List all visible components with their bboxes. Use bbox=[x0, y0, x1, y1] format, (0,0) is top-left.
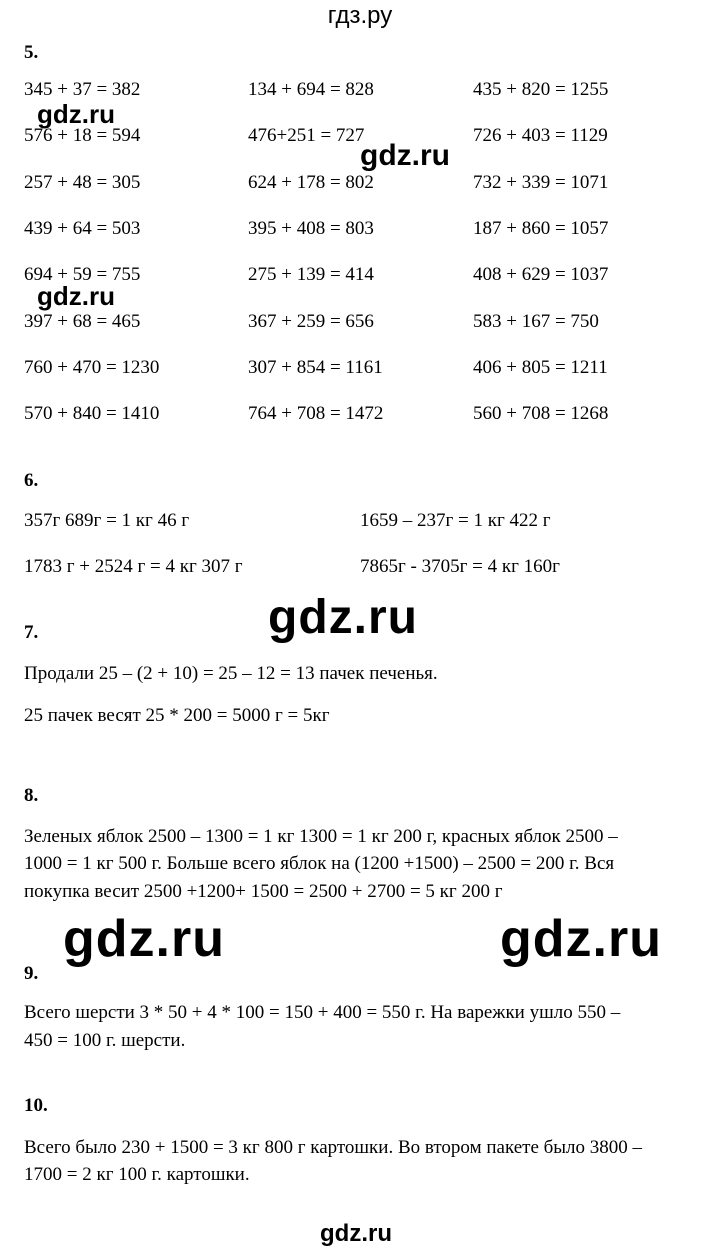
equation: 583 + 167 = 750 bbox=[473, 311, 599, 332]
task-number-5: 5. bbox=[24, 42, 39, 63]
solution-line: Всего шерсти 3 * 50 + 4 * 100 = 150 + 400 = 550 г. На варежки ушло 550 – bbox=[24, 1002, 621, 1023]
equation: 476+251 = 727 bbox=[248, 125, 365, 146]
footer-watermark: gdz.ru bbox=[320, 1220, 392, 1247]
equation: 439 + 64 = 503 bbox=[24, 218, 141, 239]
equation: 7865г - 3705г = 4 кг 160г bbox=[360, 556, 560, 577]
equation: 134 + 694 = 828 bbox=[248, 79, 374, 100]
solution-line: 450 = 100 г. шерсти. bbox=[24, 1030, 186, 1051]
equation: 1659 – 237г = 1 кг 422 г bbox=[360, 510, 551, 531]
watermark: gdz.ru bbox=[360, 139, 450, 172]
equation: 726 + 403 = 1129 bbox=[473, 125, 608, 146]
equation: 408 + 629 = 1037 bbox=[473, 264, 609, 285]
site-header[interactable]: гдз.ру bbox=[327, 2, 393, 29]
equation: 1783 г + 2524 г = 4 кг 307 г bbox=[24, 556, 243, 577]
task-number-7: 7. bbox=[24, 622, 39, 643]
watermark: gdz.ru bbox=[63, 910, 225, 968]
equation: 435 + 820 = 1255 bbox=[473, 79, 609, 100]
solution-line: Всего было 230 + 1500 = 3 кг 800 г картошки. Во втором пакете было 3800 – bbox=[24, 1137, 643, 1158]
solution-line: Зеленых яблок 2500 – 1300 = 1 кг 1300 = 1 кг 200 г, красных яблок 2500 – bbox=[24, 826, 618, 847]
solution-line: 25 пачек весят 25 * 200 = 5000 г = 5кг bbox=[24, 705, 330, 726]
watermark: gdz.ru bbox=[37, 281, 115, 311]
solution-line: 1700 = 2 кг 100 г. картошки. bbox=[24, 1164, 250, 1185]
equation: 694 + 59 = 755 bbox=[24, 264, 141, 285]
equation: 732 + 339 = 1071 bbox=[473, 172, 609, 193]
watermark: gdz.ru bbox=[500, 910, 662, 968]
equation: 397 + 68 = 465 bbox=[24, 311, 141, 332]
solution-line: Продали 25 – (2 + 10) = 25 – 12 = 13 пачек печенья. bbox=[24, 663, 438, 684]
equation: 275 + 139 = 414 bbox=[248, 264, 374, 285]
equation: 345 + 37 = 382 bbox=[24, 79, 141, 100]
equation: 367 + 259 = 656 bbox=[248, 311, 374, 332]
watermark: gdz.ru bbox=[37, 99, 115, 129]
solution-line: покупка весит 2500 +1200+ 1500 = 2500 + 2700 = 5 кг 200 г bbox=[24, 881, 503, 902]
equation: 395 + 408 = 803 bbox=[248, 218, 374, 239]
equation: 560 + 708 = 1268 bbox=[473, 403, 609, 424]
equation: 570 + 840 = 1410 bbox=[24, 403, 160, 424]
equation: 187 + 860 = 1057 bbox=[473, 218, 609, 239]
solution-line: 1000 = 1 кг 500 г. Больше всего яблок на (1200 +1500) – 2500 = 200 г. Вся bbox=[24, 853, 615, 874]
watermark: gdz.ru bbox=[268, 591, 418, 644]
equation: 406 + 805 = 1211 bbox=[473, 357, 608, 378]
task-number-9: 9. bbox=[24, 963, 39, 984]
equation: 624 + 178 = 802 bbox=[248, 172, 374, 193]
equation: 764 + 708 = 1472 bbox=[248, 403, 384, 424]
task-number-10: 10. bbox=[24, 1095, 48, 1116]
task-number-6: 6. bbox=[24, 470, 39, 491]
equation: 576 + 18 = 594 bbox=[24, 125, 141, 146]
equation: 760 + 470 = 1230 bbox=[24, 357, 160, 378]
equation: 307 + 854 = 1161 bbox=[248, 357, 383, 378]
task-number-8: 8. bbox=[24, 785, 39, 806]
equation: 257 + 48 = 305 bbox=[24, 172, 141, 193]
equation: 357г 689г = 1 кг 46 г bbox=[24, 510, 190, 531]
